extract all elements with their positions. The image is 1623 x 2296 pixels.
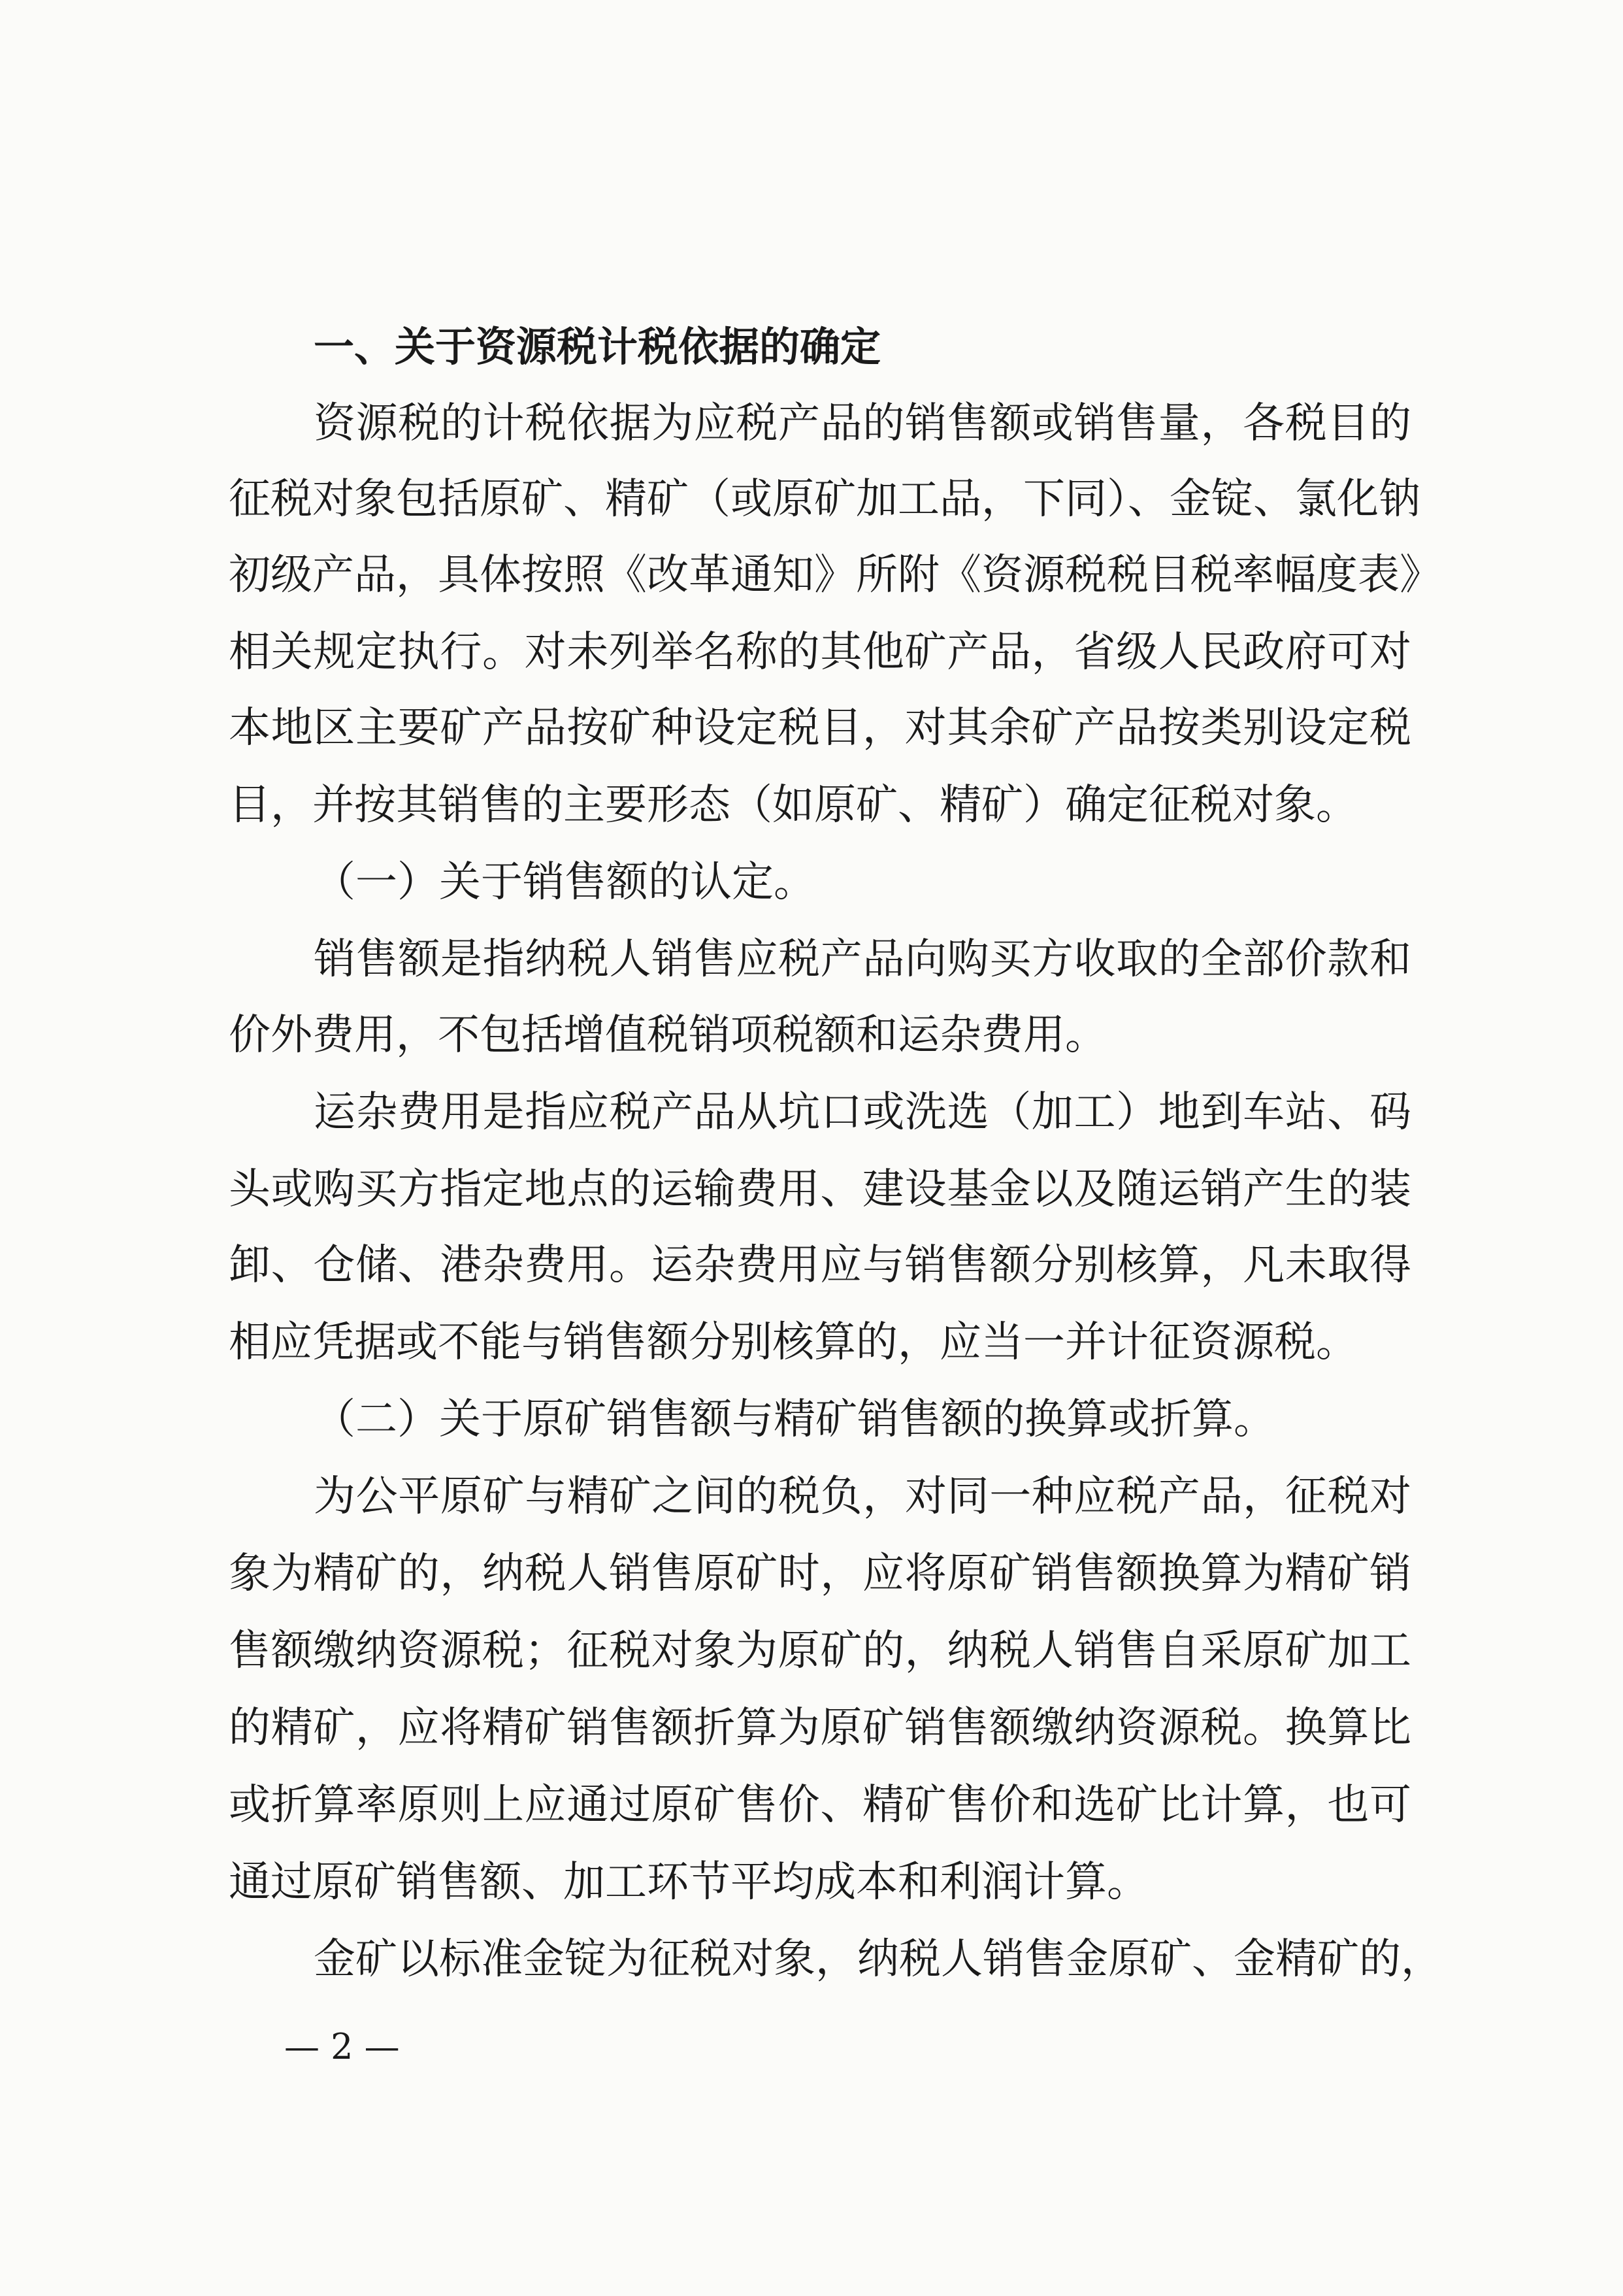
paragraph-line: 售额缴纳资源税；征税对象为原矿的，纳税人销售自采原矿加工 bbox=[229, 1627, 1411, 1675]
paragraph-line: 金矿以标准金锭为征税对象，纳税人销售金原矿、金精矿的， bbox=[314, 1935, 1443, 1984]
paragraph-line: 的精矿，应将精矿销售额折算为原矿销售额缴纳资源税。换算比 bbox=[229, 1704, 1411, 1752]
paragraph-line: 相关规定执行。对未列举名称的其他矿产品，省级人民政府可对 bbox=[229, 628, 1411, 676]
page-number: — 2 — bbox=[284, 2026, 400, 2067]
paragraph-line: 为公平原矿与精矿之间的税负，对同一种应税产品，征税对 bbox=[314, 1472, 1411, 1521]
paragraph-line: 头或购买方指定地点的运输费用、建设基金以及随运销产生的装 bbox=[229, 1165, 1411, 1214]
paragraph-line: 目，并按其销售的主要形态（如原矿、精矿）确定征税对象。 bbox=[229, 781, 1358, 829]
paragraph-line: 价外费用，不包括增值税销项税额和运杂费用。 bbox=[229, 1011, 1107, 1059]
paragraph-line: 相应凭据或不能与销售额分别核算的，应当一并计征资源税。 bbox=[229, 1318, 1358, 1367]
paragraph-line: 征税对象包括原矿、精矿（或原矿加工品，下同）、金锭、氯化钠 bbox=[229, 475, 1420, 524]
paragraph-line: 资源税的计税依据为应税产品的销售额或销售量，各税目的 bbox=[314, 399, 1411, 448]
section-heading: 一、关于资源税计税依据的确定 bbox=[314, 323, 881, 371]
paragraph-line: 通过原矿销售额、加工环节平均成本和利润计算。 bbox=[229, 1858, 1149, 1906]
paragraph-line: 初级产品，具体按照《改革通知》所附《资源税税目税率幅度表》 bbox=[229, 551, 1441, 599]
paragraph-line: 或折算率原则上应通过原矿售价、精矿售价和选矿比计算，也可 bbox=[229, 1781, 1411, 1829]
subsection-title: （一）关于销售额的认定。 bbox=[314, 858, 815, 907]
paragraph-line: 象为精矿的，纳税人销售原矿时，应将原矿销售额换算为精矿销 bbox=[229, 1550, 1411, 1598]
paragraph-line: 卸、仓储、港杂费用。运杂费用应与销售额分别核算，凡未取得 bbox=[229, 1241, 1411, 1289]
subsection-title: （二）关于原矿销售额与精矿销售额的换算或折算。 bbox=[314, 1395, 1275, 1444]
paragraph-line: 销售额是指纳税人销售应税产品向购买方收取的全部价款和 bbox=[314, 935, 1411, 984]
paragraph-line: 运杂费用是指应税产品从坑口或洗选（加工）地到车站、码 bbox=[314, 1088, 1411, 1137]
paragraph-line: 本地区主要矿产品按矿种设定税目，对其余矿产品按类别设定税 bbox=[229, 704, 1411, 752]
